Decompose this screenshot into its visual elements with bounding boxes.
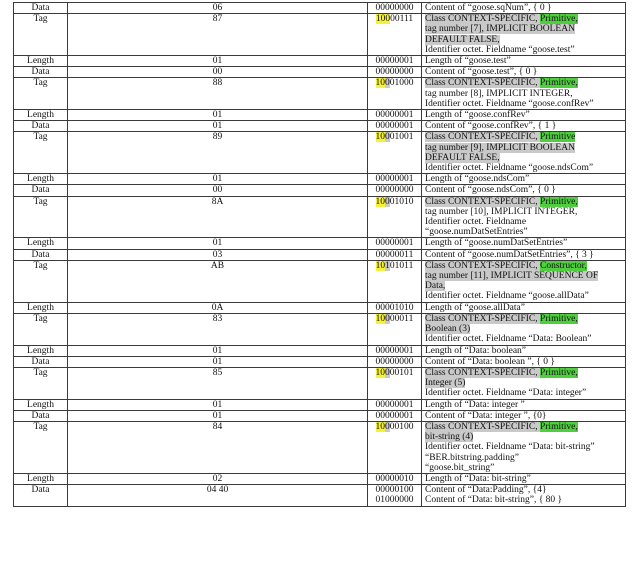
description-cell bbox=[422, 67, 626, 78]
text-line: Content of “goose.confRev”, { 1 } bbox=[425, 121, 557, 132]
description-cell bbox=[422, 78, 626, 110]
text-line: Identifier octet. Fieldname “goose.confRev” bbox=[425, 98, 594, 109]
text-segment: Primitive, bbox=[539, 421, 578, 432]
text-segment: 01010 bbox=[389, 196, 414, 207]
text-line bbox=[370, 261, 419, 271]
field-type-cell: Data bbox=[14, 121, 68, 132]
text-line: Identifier octet. Fieldname “goose.test” bbox=[425, 44, 575, 55]
description-cell bbox=[422, 174, 626, 185]
text-line: 00000010 bbox=[375, 473, 414, 484]
text-line: tag number [10], IMPLICIT INTEGER, bbox=[425, 206, 578, 217]
text-segment: 00101 bbox=[389, 367, 414, 378]
description-cell bbox=[422, 345, 626, 356]
text-segment: tag number [11], IMPLICIT SEQUENCE OF bbox=[425, 271, 599, 282]
text-segment: Primitive, bbox=[539, 14, 578, 25]
text-line bbox=[370, 197, 419, 207]
table-row bbox=[14, 260, 626, 302]
text-segment: Class CONTEXT-SPECIFIC, bbox=[425, 14, 540, 25]
table-row bbox=[14, 196, 626, 238]
text-segment: Data, bbox=[425, 281, 446, 292]
text-line bbox=[370, 368, 419, 378]
text-line bbox=[425, 261, 622, 271]
field-type-cell: Tag bbox=[14, 313, 68, 345]
text-segment: 100 bbox=[375, 14, 391, 25]
text-segment: 0 bbox=[385, 421, 390, 432]
text-segment: Class CONTEXT-SPECIFIC, bbox=[425, 313, 540, 324]
text-line: “goose.numDatSetEntries” bbox=[425, 227, 528, 238]
binary-value-cell bbox=[368, 132, 422, 174]
text-segment: Class CONTEXT-SPECIFIC, bbox=[425, 78, 540, 89]
hex-value-cell: AB bbox=[68, 260, 368, 302]
text-line: 00000001 bbox=[375, 110, 414, 121]
description-cell bbox=[422, 260, 626, 302]
text-segment: Constructor, bbox=[539, 260, 587, 271]
table-row bbox=[14, 78, 626, 110]
table-row bbox=[14, 421, 626, 473]
text-segment: 10 bbox=[375, 196, 385, 207]
text-line: Length of “goose.allData” bbox=[425, 302, 525, 313]
text-segment: tag number [9], IMPLICIT BOOLEAN bbox=[425, 142, 575, 153]
table-row bbox=[14, 132, 626, 174]
field-type-cell: Tag bbox=[14, 78, 68, 110]
text-line bbox=[425, 281, 622, 291]
binary-value-cell bbox=[368, 345, 422, 356]
text-line bbox=[425, 132, 622, 142]
text-line: Content of “Data: integer ”, {0} bbox=[425, 410, 547, 421]
hex-value-cell: 01 bbox=[68, 410, 368, 421]
text-segment: 0 bbox=[385, 313, 390, 324]
field-type-cell: Tag bbox=[14, 421, 68, 473]
description-cell bbox=[422, 3, 626, 14]
text-line: Content of “Data: boolean ”, { 0 } bbox=[425, 356, 555, 367]
text-line bbox=[425, 368, 622, 378]
hex-value-cell: 00 bbox=[68, 185, 368, 196]
text-line: 00000011 bbox=[375, 249, 414, 260]
hex-value-cell: 84 bbox=[68, 421, 368, 473]
text-segment: tag number [7], IMPLICIT BOOLEAN bbox=[425, 24, 575, 35]
text-line bbox=[425, 153, 622, 163]
binary-value-cell bbox=[368, 121, 422, 132]
text-segment: 01011 bbox=[389, 260, 414, 271]
text-line: tag number [8], IMPLICIT INTEGER, bbox=[425, 88, 573, 99]
table-row bbox=[14, 302, 626, 313]
text-segment: 00011 bbox=[389, 313, 414, 324]
binary-value-cell bbox=[368, 185, 422, 196]
text-line bbox=[425, 143, 622, 153]
field-type-cell: Tag bbox=[14, 132, 68, 174]
text-line: Length of “goose.confRev” bbox=[425, 110, 530, 121]
binary-value-cell bbox=[368, 238, 422, 249]
text-line bbox=[425, 24, 622, 34]
field-type-cell: Length bbox=[14, 345, 68, 356]
description-cell bbox=[422, 121, 626, 132]
field-type-cell: Data bbox=[14, 410, 68, 421]
text-line: Content of “goose.sqNum”, { 0 } bbox=[425, 3, 552, 13]
table-row bbox=[14, 56, 626, 67]
table-row bbox=[14, 485, 626, 506]
binary-value-cell bbox=[368, 174, 422, 185]
table-row bbox=[14, 249, 626, 260]
text-line: Identifier octet. Fieldname bbox=[425, 217, 527, 228]
text-segment: 01001 bbox=[389, 132, 414, 143]
text-line bbox=[425, 422, 622, 432]
text-line: Identifier octet. Fieldname “Data: bit-string” bbox=[425, 442, 595, 453]
description-cell bbox=[422, 399, 626, 410]
hex-value-cell: 00 bbox=[68, 67, 368, 78]
hex-value-cell: 01 bbox=[68, 110, 368, 121]
binary-value-cell bbox=[368, 110, 422, 121]
description-cell bbox=[422, 110, 626, 121]
table-row bbox=[14, 67, 626, 78]
text-segment: 10 bbox=[375, 260, 386, 271]
field-type-cell: Length bbox=[14, 174, 68, 185]
binary-value-cell bbox=[368, 56, 422, 67]
text-line bbox=[425, 324, 622, 334]
field-type-cell: Length bbox=[14, 56, 68, 67]
text-segment: Class CONTEXT-SPECIFIC, bbox=[425, 421, 540, 432]
text-line: “goose.bit_string” bbox=[425, 462, 495, 473]
binary-value-cell bbox=[368, 367, 422, 399]
hex-value-cell: 01 bbox=[68, 121, 368, 132]
table-row bbox=[14, 473, 626, 484]
table-row bbox=[14, 313, 626, 345]
field-type-cell: Tag bbox=[14, 260, 68, 302]
table-row bbox=[14, 185, 626, 196]
binary-value-cell bbox=[368, 313, 422, 345]
table-row bbox=[14, 356, 626, 367]
text-segment: 00111 bbox=[390, 14, 414, 25]
text-line bbox=[425, 197, 622, 207]
text-segment: 10 bbox=[375, 313, 386, 324]
hex-value-cell: 88 bbox=[68, 78, 368, 110]
field-type-cell: Length bbox=[14, 238, 68, 249]
binary-value-cell bbox=[368, 14, 422, 56]
hex-value-cell: 02 bbox=[68, 473, 368, 484]
text-line bbox=[425, 378, 622, 388]
text-segment: Primitive, bbox=[539, 196, 578, 207]
table-row bbox=[14, 410, 626, 421]
hex-value-cell: 01 bbox=[68, 56, 368, 67]
table-body bbox=[14, 3, 626, 507]
text-line bbox=[425, 14, 622, 24]
text-line: 00001010 bbox=[375, 302, 414, 313]
binary-value-cell bbox=[368, 249, 422, 260]
text-line: Length of “Data: bit-string” bbox=[425, 473, 531, 484]
text-line: Content of “goose.ndsCom”, { 0 } bbox=[425, 185, 556, 196]
text-segment: 10 bbox=[375, 421, 385, 432]
text-segment: 10 bbox=[375, 132, 385, 143]
field-type-cell: Length bbox=[14, 110, 68, 121]
text-line: Content of “goose.test”, { 0 } bbox=[425, 67, 538, 78]
hex-value-cell: 04 40 bbox=[68, 485, 368, 506]
description-cell bbox=[422, 302, 626, 313]
table-row bbox=[14, 238, 626, 249]
text-segment: 01000 bbox=[389, 78, 414, 89]
text-line: 00000001 bbox=[375, 121, 414, 132]
text-segment: Boolean (3) bbox=[425, 324, 471, 335]
text-line: Length of “goose.test” bbox=[425, 56, 511, 67]
table-row bbox=[14, 14, 626, 56]
description-cell bbox=[422, 410, 626, 421]
text-line: 00000001 bbox=[375, 345, 414, 356]
binary-value-cell bbox=[368, 67, 422, 78]
field-type-cell: Length bbox=[14, 302, 68, 313]
description-cell bbox=[422, 367, 626, 399]
binary-value-cell bbox=[368, 399, 422, 410]
field-type-cell: Tag bbox=[14, 196, 68, 238]
text-segment: bit-string (4) bbox=[425, 432, 474, 443]
description-cell bbox=[422, 238, 626, 249]
hex-value-cell: 01 bbox=[68, 174, 368, 185]
text-line: Content of “Data:Padding”, {4} bbox=[425, 485, 547, 496]
field-type-cell: Data bbox=[14, 356, 68, 367]
description-cell bbox=[422, 421, 626, 473]
binary-value-cell bbox=[368, 410, 422, 421]
text-segment: Primitive bbox=[539, 132, 576, 143]
text-segment: Class CONTEXT-SPECIFIC, bbox=[425, 196, 540, 207]
text-line: 00000001 bbox=[375, 238, 414, 249]
field-type-cell: Tag bbox=[14, 14, 68, 56]
description-cell bbox=[422, 196, 626, 238]
table-row bbox=[14, 174, 626, 185]
text-segment: Primitive, bbox=[539, 367, 578, 378]
table-row bbox=[14, 345, 626, 356]
goose-encoding-table bbox=[13, 2, 626, 507]
text-line: Identifier octet. Fieldname “Data: Boolean” bbox=[425, 334, 592, 345]
field-type-cell: Data bbox=[14, 249, 68, 260]
text-segment: 00100 bbox=[389, 421, 414, 432]
text-line: 01000000 bbox=[375, 495, 414, 506]
text-line: Length of “Data: boolean” bbox=[425, 345, 527, 356]
text-segment: 10 bbox=[375, 367, 385, 378]
text-segment: Primitive, bbox=[539, 78, 578, 89]
text-line bbox=[370, 14, 419, 24]
text-line bbox=[425, 271, 622, 281]
binary-value-cell bbox=[368, 302, 422, 313]
description-cell bbox=[422, 249, 626, 260]
text-line: Length of “Data: integer ” bbox=[425, 399, 525, 410]
table-row bbox=[14, 367, 626, 399]
binary-value-cell bbox=[368, 356, 422, 367]
field-type-cell: Data bbox=[14, 485, 68, 506]
hex-value-cell: 06 bbox=[68, 3, 368, 14]
binary-value-cell bbox=[368, 3, 422, 14]
text-line bbox=[370, 132, 419, 142]
text-segment: 0 bbox=[385, 78, 390, 89]
text-line bbox=[370, 314, 419, 324]
hex-value-cell: 01 bbox=[68, 399, 368, 410]
table-row bbox=[14, 110, 626, 121]
hex-value-cell: 83 bbox=[68, 313, 368, 345]
text-line: 00000000 bbox=[375, 3, 414, 13]
text-line bbox=[370, 422, 419, 432]
text-segment: DEFAULT FALSE, bbox=[425, 152, 500, 163]
field-type-cell: Tag bbox=[14, 367, 68, 399]
text-line: 00000001 bbox=[375, 56, 414, 67]
text-segment: Class CONTEXT-SPECIFIC, bbox=[425, 132, 540, 143]
text-segment: 10 bbox=[375, 78, 385, 89]
text-line: Identifier octet. Fieldname “goose.ndsCom” bbox=[425, 163, 594, 174]
text-line bbox=[370, 78, 419, 88]
text-line: Content of “goose.numDatSetEntries”, { 3 } bbox=[425, 249, 594, 260]
text-line: Content of “Data: bit-string”, { 80 } bbox=[425, 495, 563, 506]
description-cell bbox=[422, 473, 626, 484]
hex-value-cell: 0A bbox=[68, 302, 368, 313]
text-segment: 0 bbox=[385, 132, 390, 143]
text-line: 00000100 bbox=[375, 485, 414, 496]
text-line bbox=[425, 35, 622, 45]
description-cell bbox=[422, 185, 626, 196]
text-line: 00000000 bbox=[375, 67, 414, 78]
hex-value-cell: 87 bbox=[68, 14, 368, 56]
text-line: “BER.bitstring.padding” bbox=[425, 452, 519, 463]
field-type-cell: Data bbox=[14, 3, 68, 14]
hex-value-cell: 89 bbox=[68, 132, 368, 174]
hex-value-cell: 03 bbox=[68, 249, 368, 260]
field-type-cell: Data bbox=[14, 185, 68, 196]
field-type-cell: Length bbox=[14, 473, 68, 484]
table-row bbox=[14, 121, 626, 132]
text-line: Length of “goose.numDatSetEntries” bbox=[425, 238, 568, 249]
text-segment: 0 bbox=[385, 196, 390, 207]
text-segment: 1 bbox=[385, 260, 390, 271]
text-line: 00000001 bbox=[375, 399, 414, 410]
hex-value-cell: 01 bbox=[68, 238, 368, 249]
text-line: 00000000 bbox=[375, 185, 414, 196]
text-segment: 0 bbox=[385, 367, 390, 378]
text-segment: Class CONTEXT-SPECIFIC, bbox=[425, 367, 540, 378]
text-line bbox=[425, 314, 622, 324]
text-line: Length of “goose.ndsCom” bbox=[425, 174, 530, 185]
field-type-cell: Length bbox=[14, 399, 68, 410]
binary-value-cell bbox=[368, 260, 422, 302]
binary-value-cell bbox=[368, 196, 422, 238]
hex-value-cell: 01 bbox=[68, 345, 368, 356]
text-line: 00000000 bbox=[375, 356, 414, 367]
binary-value-cell bbox=[368, 421, 422, 473]
text-line: Identifier octet. Fieldname “goose.allData” bbox=[425, 291, 589, 302]
description-cell bbox=[422, 313, 626, 345]
hex-value-cell: 01 bbox=[68, 356, 368, 367]
table-row bbox=[14, 399, 626, 410]
text-line bbox=[425, 432, 622, 442]
text-line: Identifier octet. Fieldname “Data: integer” bbox=[425, 388, 587, 399]
text-segment: Primitive, bbox=[539, 313, 578, 324]
text-line bbox=[425, 78, 622, 88]
binary-value-cell bbox=[368, 78, 422, 110]
text-segment: Integer (5) bbox=[425, 378, 466, 389]
text-line: 00000001 bbox=[375, 410, 414, 421]
hex-value-cell: 85 bbox=[68, 367, 368, 399]
description-cell bbox=[422, 56, 626, 67]
description-cell bbox=[422, 132, 626, 174]
description-cell bbox=[422, 485, 626, 506]
field-type-cell: Data bbox=[14, 67, 68, 78]
table-row bbox=[14, 3, 626, 14]
binary-value-cell bbox=[368, 473, 422, 484]
binary-value-cell bbox=[368, 485, 422, 506]
text-line: 00000001 bbox=[375, 174, 414, 185]
hex-value-cell: 8A bbox=[68, 196, 368, 238]
description-cell bbox=[422, 356, 626, 367]
description-cell bbox=[422, 14, 626, 56]
text-segment: Class CONTEXT-SPECIFIC, bbox=[425, 260, 540, 271]
text-segment: DEFAULT FALSE, bbox=[425, 34, 500, 45]
